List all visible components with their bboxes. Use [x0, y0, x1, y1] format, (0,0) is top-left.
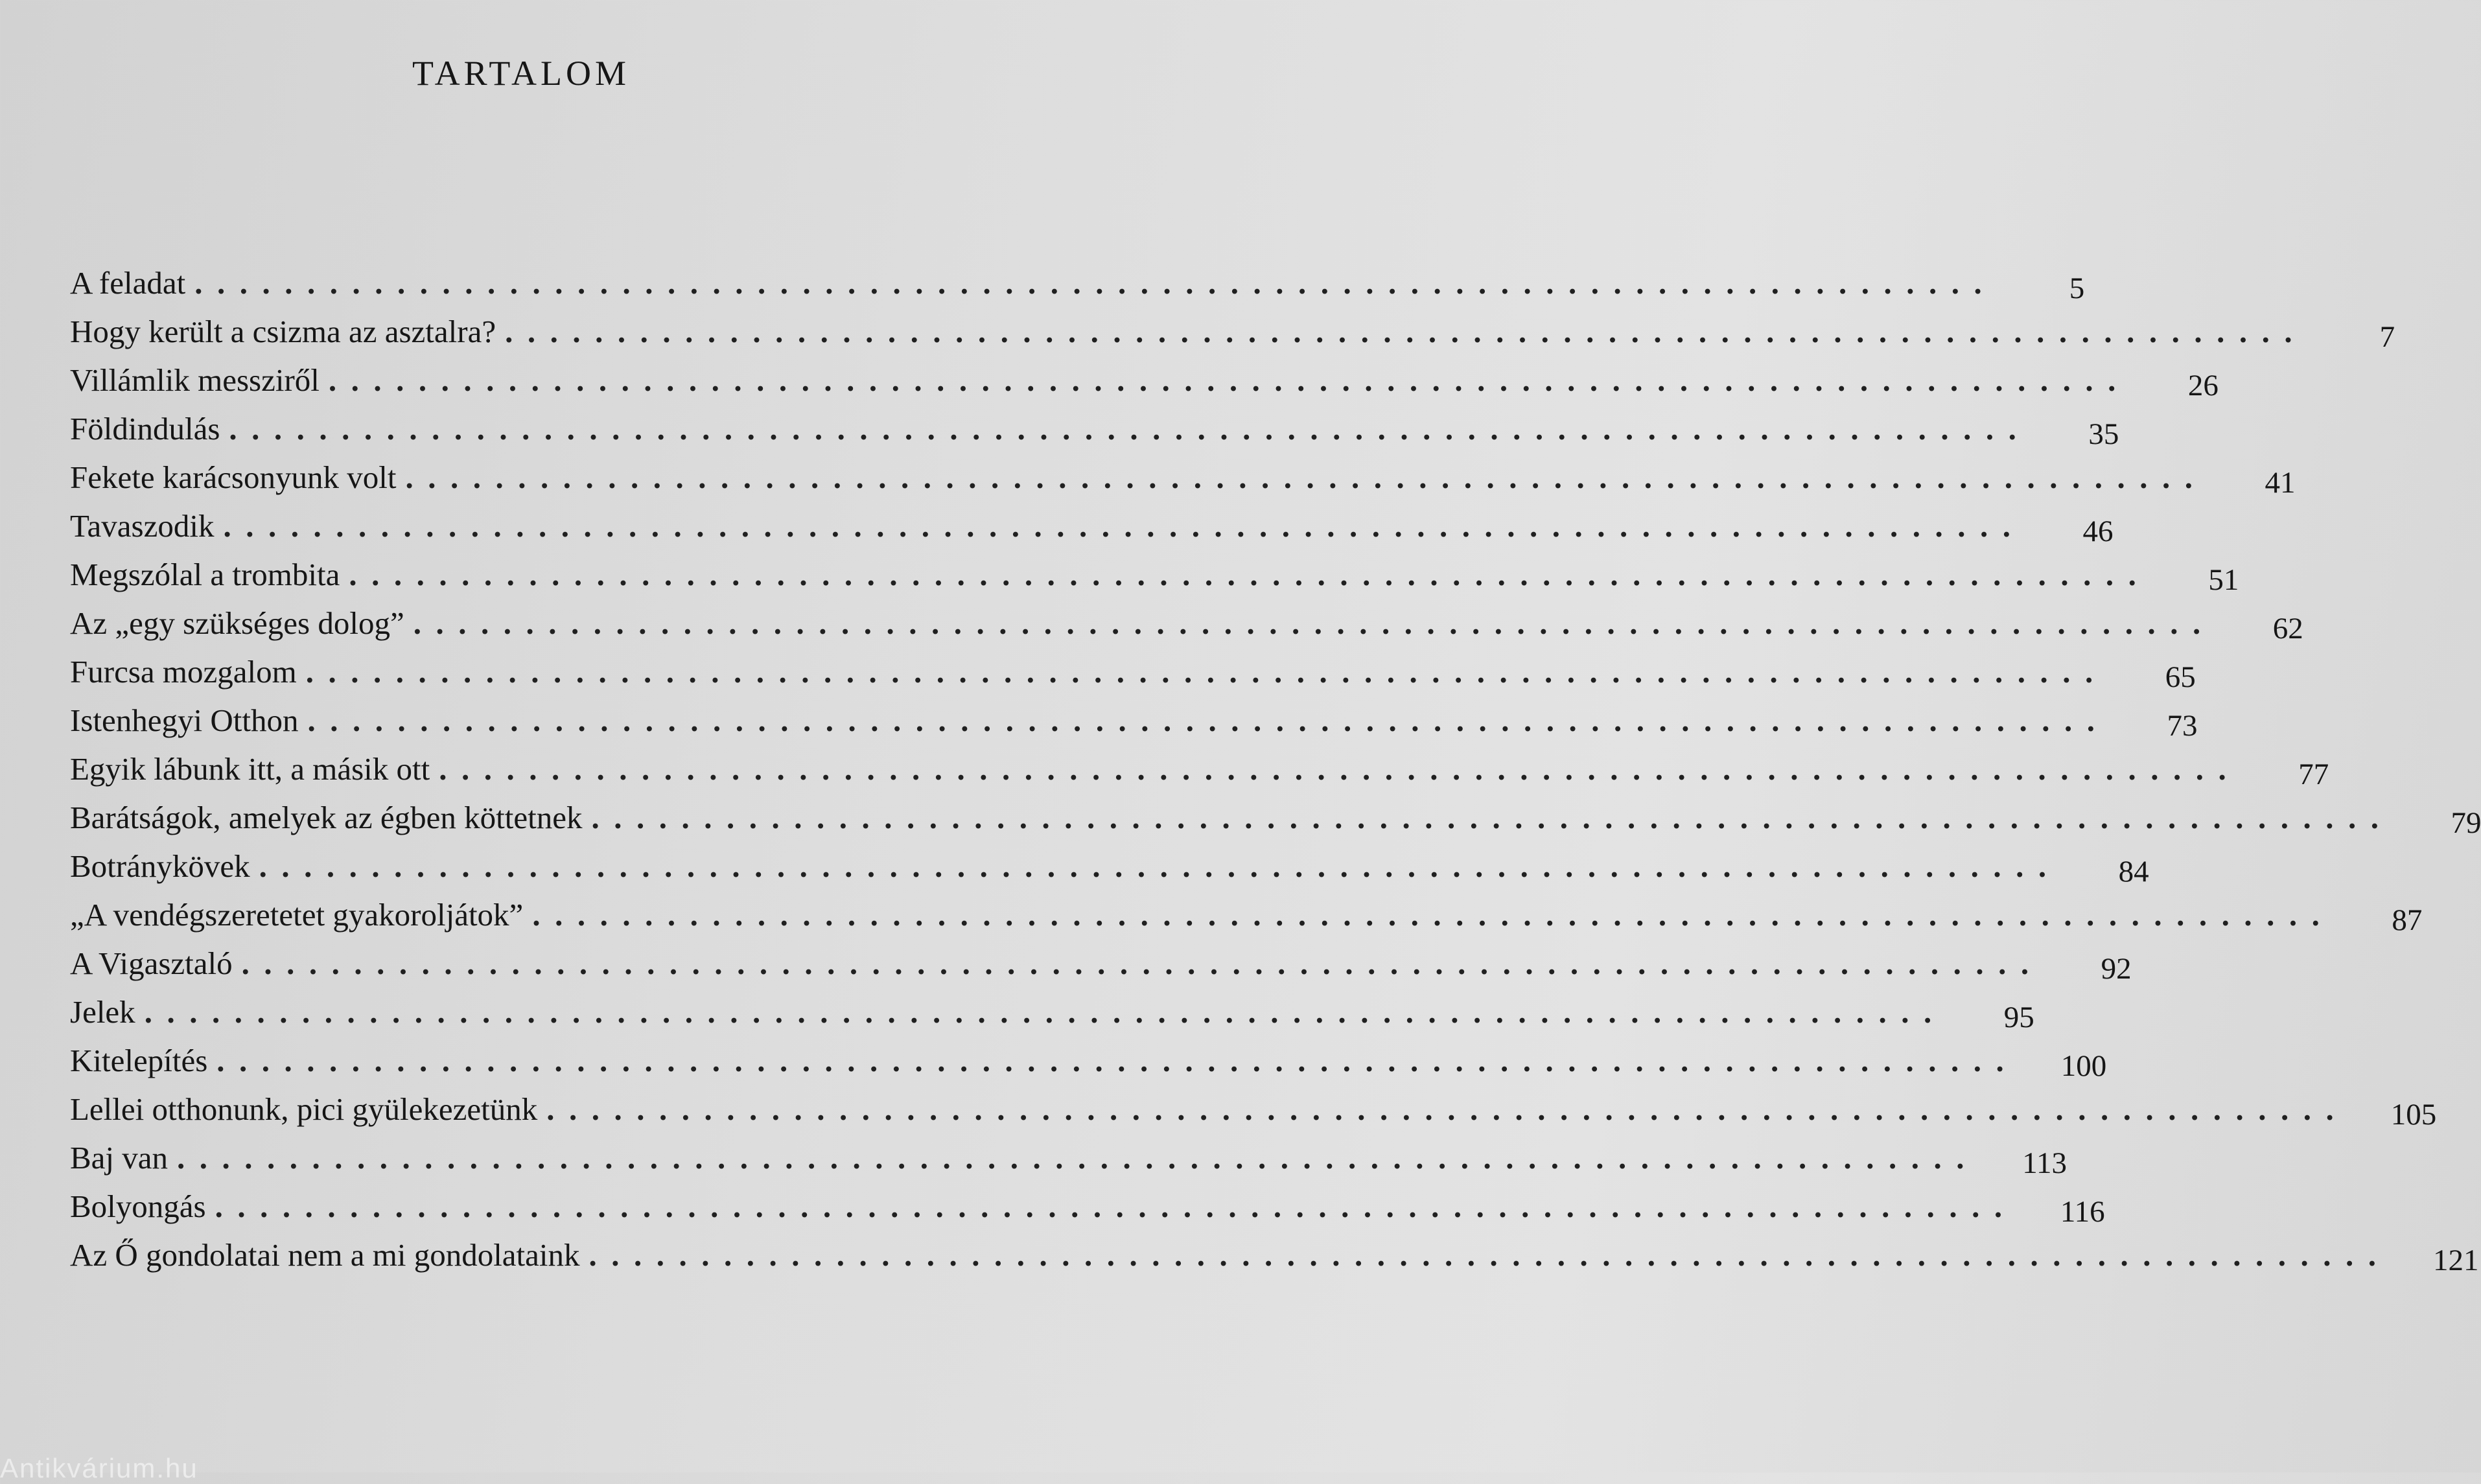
dot-leader: ................................................................................: [305, 654, 2108, 690]
toc-entry-title: Földindulás: [70, 411, 220, 446]
toc-entry-page: 95: [2003, 1001, 2034, 1034]
toc-entry: [70, 1183, 2105, 1231]
toc-entry-title: Hogy került a csizma az asztalra?: [70, 314, 496, 349]
toc-entry-page: 105: [2390, 1098, 2437, 1131]
dot-leader: ................................................................................: [194, 265, 1997, 301]
watermark: Antikvárium.hu: [0, 1453, 198, 1483]
toc-entry: [70, 745, 2329, 794]
toc-entry: [70, 988, 2034, 1037]
dot-leader: ................................................................................: [349, 557, 2151, 592]
toc-entry-title: Bolyongás: [70, 1188, 206, 1224]
toc-entry: [70, 648, 2196, 697]
toc-entry-page: 26: [2187, 369, 2219, 402]
toc-entry-page: 7: [2379, 320, 2395, 354]
toc-entry-page: 35: [2088, 417, 2119, 451]
toc-entry-page: 121: [2433, 1244, 2479, 1277]
toc-entry-title: Furcsa mozgalom: [70, 654, 297, 690]
dot-leader: ................................................................................: [259, 848, 2061, 884]
toc-entry: [70, 599, 2303, 648]
toc-entry-title: Egyik lábunk itt, a másik ott: [70, 751, 430, 787]
toc-entry: [70, 1037, 2107, 1085]
table-of-contents: [70, 259, 2481, 1280]
toc-entry-page: 46: [2082, 515, 2114, 548]
page-title: TARTALOM: [412, 54, 631, 93]
dot-leader: ................................................................................: [413, 605, 2215, 641]
toc-entry-title: Fekete karácsonyunk volt: [70, 459, 397, 495]
toc-entry-page: 100: [2060, 1049, 2107, 1083]
toc-entry-page: 87: [2392, 903, 2423, 937]
dot-leader: ................................................................................: [215, 1188, 2017, 1224]
toc-entry: [70, 454, 2296, 502]
dot-leader: ................................................................................: [216, 1043, 2019, 1078]
toc-entry-page: 77: [2298, 758, 2329, 791]
toc-entry: [70, 842, 2149, 891]
dot-leader: ................................................................................: [177, 1140, 1979, 1176]
dot-leader: ................................................................................: [439, 751, 2241, 787]
toc-entry-page: 113: [2022, 1146, 2068, 1180]
toc-entry-page: 116: [2060, 1195, 2105, 1229]
toc-entry-title: Baj van: [70, 1140, 169, 1176]
toc-entry-title: „A vendégszeretetet gyakoroljátok”: [70, 897, 524, 933]
toc-entry-page: 84: [2118, 855, 2149, 888]
toc-entry-page: 51: [2208, 563, 2239, 597]
toc-entry: [70, 405, 2119, 454]
toc-entry-title: Tavaszodik: [70, 508, 215, 544]
dot-leader: ................................................................................: [588, 1237, 2391, 1273]
dot-leader: ................................................................................: [591, 800, 2394, 835]
dot-leader: ................................................................................: [144, 994, 1946, 1030]
toc-entry: [70, 308, 2395, 356]
toc-entry: [70, 891, 2423, 940]
toc-entry: [70, 551, 2239, 599]
toc-entry: [70, 502, 2114, 551]
toc-entry: [70, 356, 2219, 405]
toc-entry: [70, 1134, 2068, 1183]
toc-entry-title: Az Ő gondolatai nem a mi gondolataink: [70, 1237, 580, 1273]
dot-leader: ................................................................................: [546, 1091, 2349, 1127]
toc-entry-title: Megszólal a trombita: [70, 557, 340, 592]
toc-entry-page: 62: [2272, 612, 2303, 645]
dot-leader: ................................................................................: [532, 897, 2335, 933]
dot-leader: ................................................................................: [405, 459, 2207, 495]
dot-leader: ................................................................................: [307, 702, 2110, 738]
toc-entry: [70, 697, 2198, 745]
toc-entry-title: Lellei otthonunk, pici gyülekezetünk: [70, 1091, 538, 1127]
toc-entry-page: 5: [2069, 272, 2085, 305]
dot-leader: ................................................................................: [505, 314, 2307, 349]
toc-entry: [70, 1231, 2479, 1280]
toc-entry-page: 92: [2101, 952, 2132, 986]
toc-entry: [70, 259, 2085, 308]
toc-entry-page: 41: [2265, 466, 2296, 500]
toc-entry-title: Barátságok, amelyek az égben köttetnek: [70, 800, 583, 835]
toc-entry-title: Istenhegyi Otthon: [70, 702, 299, 738]
dot-leader: ................................................................................: [241, 945, 2044, 981]
toc-entry: [70, 940, 2132, 988]
toc-entry-page: 65: [2165, 660, 2196, 694]
toc-entry: [70, 794, 2481, 842]
toc-entry-title: A feladat: [70, 265, 186, 301]
toc-entry-title: Botránykövek: [70, 848, 250, 884]
toc-entry-title: A Vigasztaló: [70, 945, 233, 981]
toc-entry-title: Az „egy szükséges dolog”: [70, 605, 404, 641]
toc-entry-title: Villámlik messziről: [70, 362, 320, 398]
toc-entry-page: 79: [2451, 806, 2481, 840]
dot-leader: ................................................................................: [328, 362, 2130, 398]
toc-entry-page: 73: [2167, 709, 2198, 743]
toc-entry-title: Kitelepítés: [70, 1043, 208, 1078]
dot-leader: ................................................................................: [223, 508, 2025, 544]
dot-leader: ................................................................................: [229, 411, 2031, 446]
toc-entry-title: Jelek: [70, 994, 135, 1030]
toc-entry: [70, 1085, 2437, 1134]
